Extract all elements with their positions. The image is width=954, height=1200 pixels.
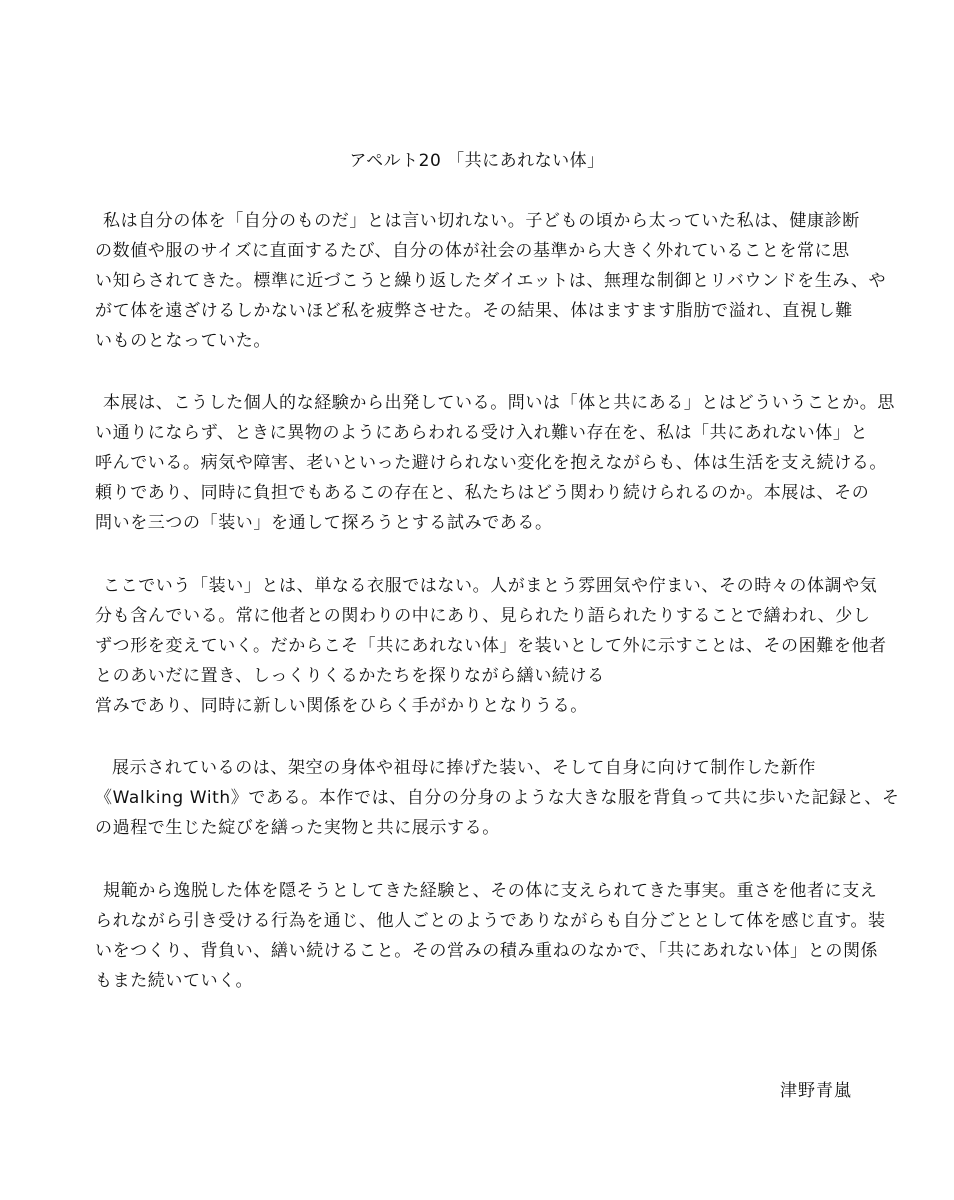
paragraph-3-line-3: ずつ形を変えていく。だからこそ「共にあれない体」を装いとして外に示すことは、その困難を他者 bbox=[95, 636, 887, 656]
paragraph-2-line-1: 本展は、こうした個人的な経験から出発している。問いは「体と共にある」とはどういうことか。思 bbox=[103, 393, 895, 413]
paragraph-5-line-3: いをつくり、背負い、繕い続けること。その営みの積み重ねのなかで、「共にあれない体」との関係 bbox=[95, 941, 879, 961]
paragraph-5-line-1: 規範から逸脱した体を隠そうとしてきた経験と、その体に支えられてきた事実。重さを他者に支え bbox=[103, 881, 878, 901]
author-signature: 津野青嵐 bbox=[780, 1081, 852, 1101]
paragraph-1-line-2: の数値や服のサイズに直面するたび、自分の体が社会の基準から大きく外れていることを常に思 bbox=[95, 241, 850, 261]
paragraph-2-line-3: 呼んでいる。病気や障害、老いといった避けられない変化を抱えながらも、体は生活を支え続ける。 bbox=[95, 453, 887, 473]
document-title: アペルト20 「共にあれない体」 bbox=[349, 151, 605, 171]
paragraph-3-line-2: 分も含んでいる。常に他者との関わりの中にあり、見られたり語られたりすることで繕われ、少し bbox=[95, 606, 871, 626]
paragraph-4-line-3: の過程で生じた綻びを繕った実物と共に展示する。 bbox=[95, 818, 500, 838]
paragraph-5-line-2: られながら引き受ける行為を通じ、他人ごとのようでありながらも自分ごととして体を感じ直す。装 bbox=[95, 911, 886, 931]
paragraph-2-line-4: 頼りであり、同時に負担でもあるこの存在と、私たちはどう関わり続けられるのか。本展は、その bbox=[95, 483, 870, 503]
paragraph-1-line-4: がて体を遠ざけるしかないほど私を疲弊させた。その結果、体はますます脂肪で溢れ、直視し難 bbox=[95, 301, 853, 321]
paragraph-2-line-5: 問いを三つの「装い」を通して探ろうとする試みである。 bbox=[95, 513, 553, 533]
paragraph-1-line-3: い知らされてきた。標準に近づこうと繰り返したダイエットは、無理な制御とリバウンドを生み、や bbox=[95, 271, 887, 291]
paragraph-4-line-1: 展示されているのは、架空の身体や祖母に捧げた装い、そして自身に向けて制作した新作 bbox=[112, 758, 816, 778]
paragraph-5-line-4: もまた続いていく。 bbox=[95, 971, 254, 991]
paragraph-3-line-1: ここでいう「装い」とは、単なる衣服ではない。人がまとう雰囲気や佇まい、その時々の体調や気 bbox=[103, 576, 878, 596]
paragraph-1-line-1: 私は自分の体を「自分のものだ」とは言い切れない。子どもの頃から太っていた私は、健康診断 bbox=[103, 211, 860, 231]
paragraph-3-line-5: 営みであり、同時に新しい関係をひらく手がかりとなりうる。 bbox=[95, 696, 588, 716]
paragraph-4-line-2: 《Walking With》である。本作では、自分の分身のような大きな服を背負って共に歩いた記録と、そ bbox=[95, 788, 900, 808]
paragraph-2-line-2: い通りにならず、ときに異物のようにあらわれる受け入れ難い存在を、私は「共にあれない体」と bbox=[95, 423, 869, 443]
paragraph-3-line-4: とのあいだに置き、しっくりくるかたちを探りながら繕い続ける bbox=[95, 666, 605, 686]
paragraph-1-line-5: いものとなっていた。 bbox=[95, 331, 271, 351]
